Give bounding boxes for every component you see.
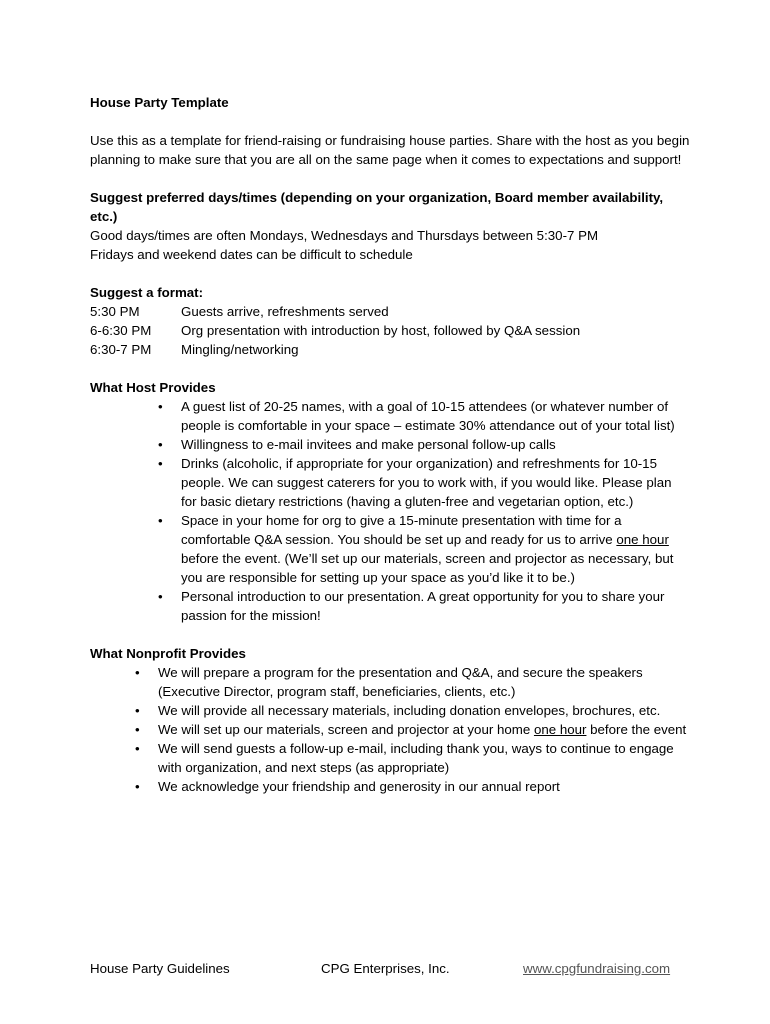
list-item — [90, 397, 690, 435]
nonprofit-item-text: We acknowledge your friendship and generosity in our annual report — [158, 779, 560, 794]
schedule-time: 6-6:30 PM — [90, 323, 152, 338]
days-line: Fridays and weekend dates can be difficult to schedule — [90, 247, 413, 262]
schedule-activity: Guests arrive, refreshments served — [181, 304, 389, 319]
schedule-activity: Org presentation with introduction by host, followed by Q&A session — [181, 323, 581, 338]
schedule-time: 5:30 PM — [90, 304, 140, 319]
bullet-icon: • — [158, 513, 163, 528]
host-section — [90, 378, 690, 625]
nonprofit-item-text — [158, 722, 686, 737]
nonprofit-item-text: We will send guests a follow-up e-mail, including thank you, ways to continue to engage with organization, and next steps (as appropriate) — [158, 741, 674, 775]
nonprofit-heading: What Nonprofit Provides — [90, 646, 246, 661]
bullet-icon: • — [135, 665, 140, 680]
document-title: House Party Template — [90, 95, 229, 110]
host-heading: What Host Provides — [90, 380, 216, 395]
footer-title: House Party Guidelines — [90, 961, 230, 976]
schedule-row — [90, 321, 690, 340]
host-item-text-after: before the event. (We’ll set up our materials, screen and projector as necessary, but you are responsible for setting up your space as you’d like it to be.) — [181, 551, 674, 585]
bullet-icon: • — [158, 589, 163, 604]
list-item — [90, 587, 690, 625]
host-item-text — [181, 513, 673, 585]
bullet-icon: • — [135, 741, 140, 756]
host-item-text: A guest list of 20-25 names, with a goal of 10-15 attendees (or whatever number of people is comfortable in your space – estimate 30% attendance out of your total list) — [181, 399, 675, 433]
list-item — [90, 454, 690, 511]
days-section — [90, 188, 690, 264]
underlined-emphasis: one hour — [616, 532, 669, 547]
footer-company: CPG Enterprises, Inc. — [321, 961, 450, 976]
page-footer — [90, 959, 690, 979]
bullet-icon: • — [135, 779, 140, 794]
nonprofit-item-text: We will prepare a program for the presentation and Q&A, and secure the speakers (Executive Director, program staff, beneficiaries, clients, etc.) — [158, 665, 643, 699]
host-list — [90, 397, 690, 625]
nonprofit-item-text-after: before the event — [586, 722, 687, 737]
schedule-activity: Mingling/networking — [181, 342, 299, 357]
bullet-icon: • — [158, 456, 163, 471]
list-item — [90, 663, 690, 701]
days-heading: Suggest preferred days/times (depending on your organization, Board member availability, etc.) — [90, 190, 664, 224]
host-item-text-before: Space in your home for org to give a 15-minute presentation with time for a comfortable Q&A session. You should be set up and ready for us to arrive — [181, 513, 622, 547]
bullet-icon: • — [135, 722, 140, 737]
list-item — [90, 720, 690, 739]
nonprofit-section — [90, 644, 690, 796]
nonprofit-list — [90, 663, 690, 796]
bullet-icon: • — [135, 703, 140, 718]
list-item — [90, 435, 690, 454]
underlined-emphasis: one hour — [533, 722, 587, 737]
list-item — [90, 701, 690, 720]
list-item — [90, 777, 690, 796]
host-item-text: Willingness to e-mail invitees and make personal follow-up calls — [181, 437, 556, 452]
host-item-text: Personal introduction to our presentation. A great opportunity for you to share your passion for the mission! — [181, 589, 665, 623]
bullet-icon: • — [158, 399, 163, 414]
days-line: Good days/times are often Mondays, Wednesdays and Thursdays between 5:30-7 PM — [90, 228, 599, 243]
schedule-time: 6:30-7 PM — [90, 342, 152, 357]
host-item-text: Drinks (alcoholic, if appropriate for your organization) and refreshments for 10-15 people. We can suggest caterers for you to work with, if you would like. Please plan for basic dietary restrictions (having a gluten-free and vegetarian option, etc.) — [181, 456, 672, 509]
schedule-row — [90, 302, 690, 321]
schedule-row — [90, 340, 690, 359]
list-item — [90, 739, 690, 777]
format-heading: Suggest a format: — [90, 285, 204, 300]
footer-website-link[interactable]: www.cpgfundraising.com — [523, 961, 671, 976]
bullet-icon: • — [158, 437, 163, 452]
document-body — [90, 93, 690, 796]
list-item — [90, 511, 690, 587]
format-section — [90, 283, 690, 359]
nonprofit-item-text: We will provide all necessary materials, including donation envelopes, brochures, etc. — [158, 703, 661, 718]
intro-paragraph: Use this as a template for friend-raising or fundraising house parties. Share with the host as you begin planning to make sure that you are all on the same page when it comes to expectations and support! — [90, 133, 690, 167]
nonprofit-item-text-before: We will set up our materials, screen and projector at your home — [158, 722, 534, 737]
